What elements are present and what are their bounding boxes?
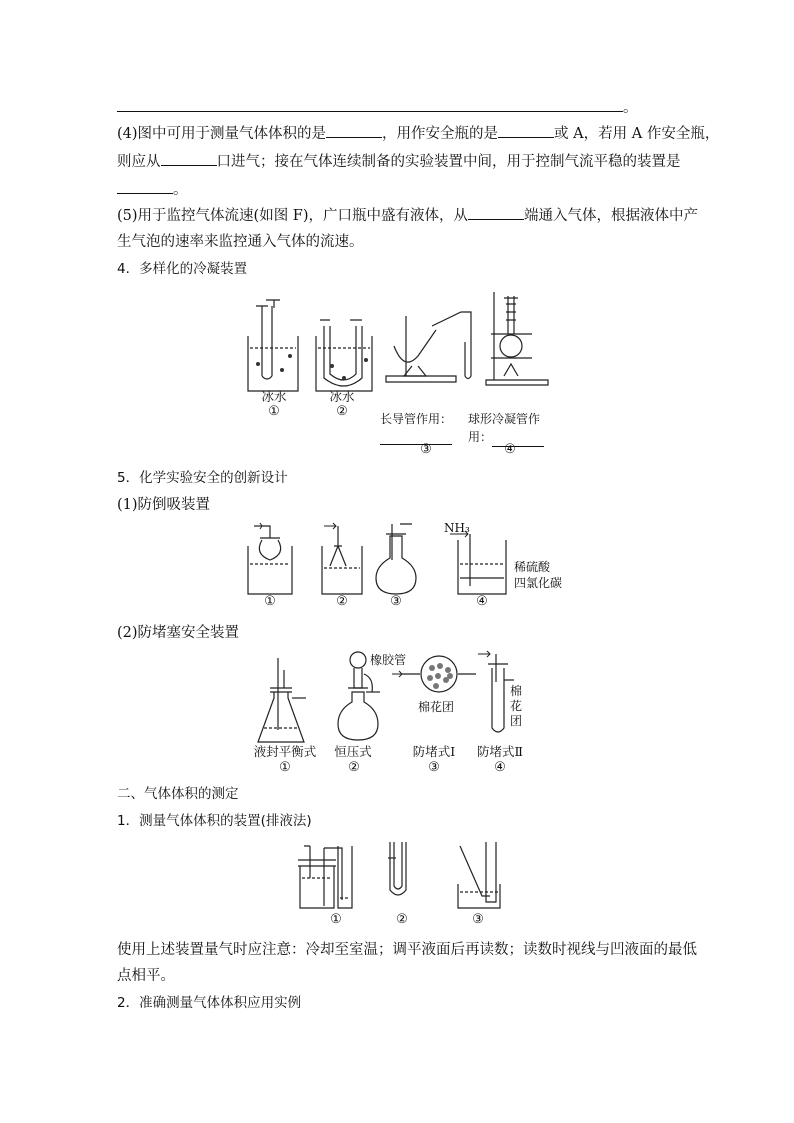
figure-number-4: ④ [494, 760, 506, 775]
measurement-note-line2: 点相平。 [117, 968, 175, 984]
ice-water-label-2: 冰水 [329, 389, 355, 404]
nh3-label: NH₃ [444, 521, 470, 535]
bulb-condenser-label-b: 用： [468, 430, 493, 444]
subsection-anti-clog: (2)防堵塞安全装置 [117, 625, 240, 641]
q4-line1 [117, 123, 719, 144]
cotton-char-1: 棉 [510, 684, 523, 698]
cotton-vertical-label [510, 684, 522, 729]
cotton-ball-label: 棉花团 [418, 700, 455, 714]
long-tube-label: 长导管作用： [380, 412, 453, 426]
q4-text-d: 则应从 [117, 154, 161, 170]
condenser-figure [236, 286, 566, 461]
q5-text-b: 端通入气体，根据液体中产 [524, 208, 699, 224]
figure-number-4: ④ [476, 594, 488, 609]
gas-volume-figure [290, 838, 520, 930]
figure-number-3: ③ [420, 442, 432, 457]
ice-water-label-1: 冰水 [261, 389, 287, 404]
blank [468, 205, 524, 220]
figure-number-2: ② [348, 760, 360, 775]
figure-number-3: ③ [390, 594, 402, 609]
type-label-3: 防堵式Ⅰ [412, 744, 456, 759]
type-label-1: 液封平衡式 [253, 744, 317, 759]
q4-line3 [117, 179, 188, 200]
cotton-char-3: 团 [510, 714, 523, 728]
blank [117, 179, 173, 194]
blank [161, 151, 217, 166]
q4-line2 [117, 151, 681, 172]
figure-number-4: ④ [504, 442, 516, 457]
q4-text-a: (4)图中可用于测量气体体积的是 [117, 126, 327, 142]
type-label-4: 防堵式Ⅱ [477, 744, 523, 759]
figure-number-2: ② [336, 594, 348, 609]
anti-clog-figure [252, 648, 552, 776]
figure-number-1: ① [330, 912, 342, 927]
q4-text-b: ，用作安全瓶的是 [382, 126, 499, 142]
figure-number-3: ③ [472, 912, 484, 927]
rubber-tube-label: 橡胶管 [370, 653, 407, 667]
answer-blank [117, 97, 623, 112]
figure-number-1: ① [279, 760, 291, 775]
figure-number-1: ① [264, 594, 276, 609]
q4-text-c: 或 A，若用 A 作安全瓶， [554, 126, 720, 142]
period: 。 [623, 100, 638, 116]
cotton-char-2: 花 [510, 699, 523, 713]
anti-suckback-figure [240, 520, 563, 612]
part-2-section-1-title: 1．测量气体体积的装置(排液法) [117, 813, 312, 829]
part-2-section-2-title: 2．准确测量气体体积应用实例 [117, 995, 302, 1011]
part-2-title: 二、气体体积的测定 [117, 786, 239, 802]
blank [498, 123, 554, 138]
q4-text-e: 口进气；接在气体连续制备的实验装置中间，用于控制气流平稳的装置是 [216, 154, 681, 170]
section-5-title: 5．化学实验安全的创新设计 [117, 470, 288, 486]
q5-line2: 生气泡的速率来监控通入气体的流速。 [117, 234, 364, 250]
answer-line-row [117, 97, 638, 118]
q5-text-a: (5)用于监控气体流速(如图 F)，广口瓶中盛有液体，从 [117, 208, 469, 224]
figure-number-1: ① [268, 404, 280, 419]
measurement-note-line1: 使用上述装置量气时应注意：冷却至室温；调平液面后再读数；读数时视线与凹液面的最低 [117, 942, 697, 958]
carbon-tetrachloride-label: 四氯化碳 [514, 576, 563, 590]
figure-number-2: ② [336, 404, 348, 419]
q5-line1 [117, 205, 698, 226]
figure-number-3: ③ [428, 760, 440, 775]
dilute-sulfuric-acid-label: 稀硫酸 [514, 560, 551, 574]
bulb-condenser-label-a: 球形冷凝管作 [468, 412, 541, 426]
blank [326, 123, 382, 138]
type-label-2: 恒压式 [334, 744, 372, 759]
subsection-anti-suckback: (1)防倒吸装置 [117, 497, 211, 513]
period: 。 [173, 182, 188, 198]
section-4-title: 4．多样化的冷凝装置 [117, 261, 248, 277]
figure-number-2: ② [396, 912, 408, 927]
